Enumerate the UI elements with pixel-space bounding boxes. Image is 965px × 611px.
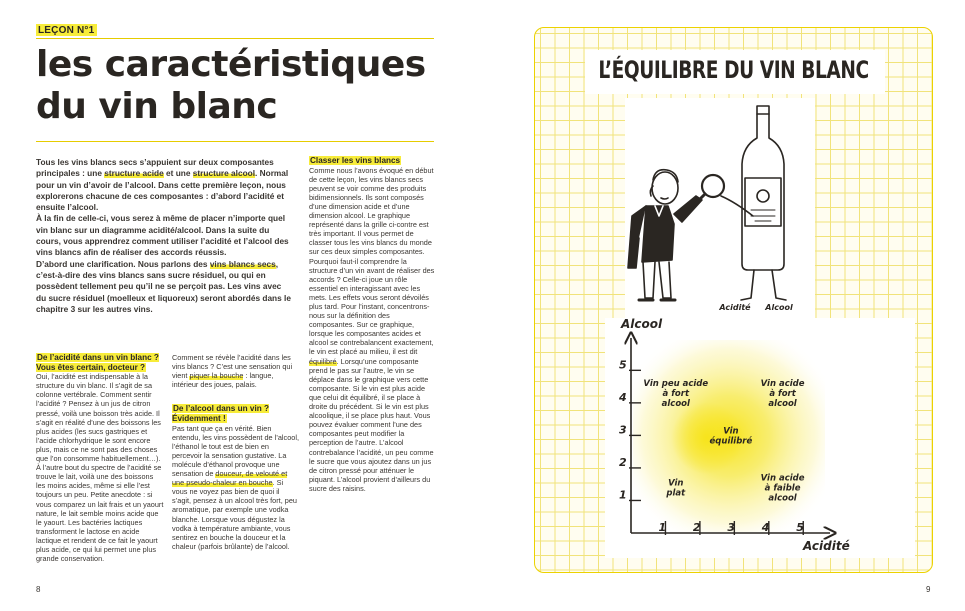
acidite-revele-paragraph: Comment se révèle l’acidité dans les vins blancs ? C’est une sensation qui vient piquer la bouche : langue, intérieur des joues, palais. xyxy=(172,353,293,390)
leg-label-acidite: Acidité xyxy=(719,303,751,312)
acidity-alcohol-chart xyxy=(535,28,933,573)
highlight-structure-alcool: structure alcool xyxy=(192,168,256,179)
x-tick-label-5: 5 xyxy=(796,521,804,534)
highlight-piquer-la-bouche: piquer la bouche xyxy=(189,371,244,381)
highlight-vins-blancs-secs: vins blancs secs xyxy=(209,258,276,269)
top-rule xyxy=(36,38,434,39)
acidite-column xyxy=(36,353,164,563)
title-line-2: du vin blanc xyxy=(36,86,278,127)
y-axis-label: Alcool xyxy=(621,317,663,331)
lesson-tag: LEÇON N°1 xyxy=(36,24,97,36)
alcool-column xyxy=(172,353,300,551)
intro-paragraph-2: À la fin de celle-ci, vous serez à même de placer n’importe quel vin blanc sur un diagramme acidité/alcool. Dans la suite du cours, vous apprendrez comment utiliser l’acidité et l’alcool des vins blancs afin de réaliser des accords réussis. xyxy=(36,213,289,258)
intro-paragraph-1: Tous les vins blancs secs s’appuient sur deux composantes principales : une structure acide et une structure alcool. Normal pour un vin d’avoir de l’alcool. Dans cette première leçon, nous explorerons chacune de ces composantes : d’abord l’acidité et ensuite l’alcool. xyxy=(36,157,289,213)
y-tick-label-1: 1 xyxy=(619,488,627,502)
chart-point-label-3 xyxy=(665,478,686,498)
highlight-equilibre: équilibré xyxy=(309,356,337,366)
classer-column xyxy=(309,156,437,493)
x-tick-label-4: 4 xyxy=(761,521,770,534)
page-title xyxy=(36,44,434,128)
chart-point-label-line: équilibré xyxy=(709,436,753,447)
alcool-heading: De l’alcool dans un vin ? Évidemment ! xyxy=(172,404,269,423)
chart-point-label-line: à fort xyxy=(769,389,796,400)
chart-point-label-line: Vin xyxy=(668,478,684,489)
acidite-heading: De l’acidité dans un vin blanc ? Vous êtes certain, docteur ? xyxy=(36,353,159,372)
highlight-douceur-velouté: douceur, de velouté et une pseudo-chaleur en bouche xyxy=(172,469,288,488)
x-axis-label: Acidité xyxy=(803,539,850,553)
classer-body: Comme nous l’avons évoqué en début de cette leçon, les vins blancs secs peuvent se voir comme des produits bidimensionnels. Ils sont composés d’une dimension acide et d’une dimension alcool. Le graphique représenté dans la grille ci-contre est très important. Il vous permet de classer tous les vins blancs du monde sur ces deux simples composantes. Pourquoi faut-il comprendre la structure d’un vin avant de réaliser des accords ? Celle-ci joue un rôle essentiel en interagissant avec les mets. Les effets vous seront dévoilés plus tard. Pour l’instant, concentrons-nous sur la définition des composantes. Sur ce graphique, lorsque les composantes acides et alcool se contrebalancent exactement, le vin est placé au milieu, il est dit équilibré. Lorsqu’une composante prend le pas sur l’autre, le vin se déplace dans le graphique vers cette composante. Si le vin est plus acide que celui dit équilibré, il se place à droite du précédent. Si le vin est plus alcoolique, il se place plus haut. Vous pouvez évaluer comment l’une des composantes peut modifier la perception de l’autre. L’alcool contrebalance l’acidité, un peu comme le sucre que vous ajoutez dans un jus de citron pressé pour atténuer le piquant. L’alcool provient d’ailleurs du sucre des raisins. xyxy=(309,165,435,493)
page-number-left: 8 xyxy=(36,585,41,594)
y-tick-label-3: 3 xyxy=(619,423,627,437)
chart-point-label-line: plat xyxy=(666,488,686,499)
y-tick-label-4: 4 xyxy=(619,390,627,404)
chart-point-label-line: Vin peu acide xyxy=(643,379,709,390)
chart-point-label-line: alcool xyxy=(768,493,797,504)
y-tick-label-2: 2 xyxy=(619,455,627,469)
x-tick-label-3: 3 xyxy=(727,521,736,534)
classer-heading: Classer les vins blancs xyxy=(310,156,401,165)
acidite-body: Oui, l’acidité est indispensable à la structure du vin blanc. Il s’agit de sa colonne vertébrale. Comment sentir l’acidité ? Pensez à un jus de citron pressé, voilà une boisson très acide. Il s’agit en réalité d’une des boissons les plus acides (les sucs gastriques et l’acide chlorhydrique le sont encore plus, mais ce ne sont pas des choses que l’on consomme habituellement…). À l’autre bout du spectre de l’acidité se trouve le lait, voilà une des boissons les moins acides, même si elle l’est toujours un peu. Petite anecdote : si vous comparez un lait frais et un yaourt nature, le lait semble moins acide que le yaourt. Les bactéries lactiques transforment le lactose en acide lactique et rendent de ce fait le yaourt plus acide, ce qui lui permet une plus grande conservation. xyxy=(36,372,164,564)
chart-panel-title: L’ÉQUILIBRE DU VIN BLANC xyxy=(598,56,869,84)
chart-point-label-line: alcool xyxy=(768,399,797,410)
chart-point-label-line: Vin acide xyxy=(760,379,805,390)
alcool-body: Pas tant que ça en vérité. Bien entendu, les vins possèdent de l’alcool, l’éthanol le tout est de bien en percevoir la sensation gustative. La molécule d’éthanol provoque une sensation de douceur, de velouté et une pseudo-chaleur en bouche. Si vous ne voyez pas bien de quoi il s’agit, pensez à un alcool très fort, peu aromatique, par exemple une vodka blanche. Lorsque vous dégustez la vodka à température ambiante, vous sentirez en bouche la douceur et la chaleur (parfois brûlante) de l’alcool. xyxy=(172,423,299,551)
chart-point-label-line: alcool xyxy=(661,399,690,410)
intro-text xyxy=(36,157,291,315)
x-tick-label-1: 1 xyxy=(658,521,667,534)
highlight-structure-acide: structure acide xyxy=(104,168,164,179)
x-tick-label-2: 2 xyxy=(692,521,701,534)
chart-panel xyxy=(534,27,933,573)
chart-point-label-line: à fort xyxy=(662,389,690,400)
title-rule xyxy=(36,141,434,142)
page-number-right: 9 xyxy=(926,585,931,594)
chart-point-label-line: à faible xyxy=(764,483,801,494)
chart-point-label-line: Vin xyxy=(723,426,739,437)
title-line-1: les caractéristiques xyxy=(36,44,426,85)
leg-label-alcool: Alcool xyxy=(765,303,793,312)
chart-point-label-line: Vin acide xyxy=(760,473,805,484)
y-tick-label-5: 5 xyxy=(619,358,627,372)
intro-paragraph-3: D’abord une clarification. Nous parlons des vins blancs secs, c’est-à-dire des vins blancs sans sucre résiduel, ou qui en possèdent tellement peu qu’il ne se perçoit pas. Les vins avec du sucre résiduel (moelleux et liquoreux) seront abordés dans le chapitre 3 sur les autres vins. xyxy=(36,258,291,314)
